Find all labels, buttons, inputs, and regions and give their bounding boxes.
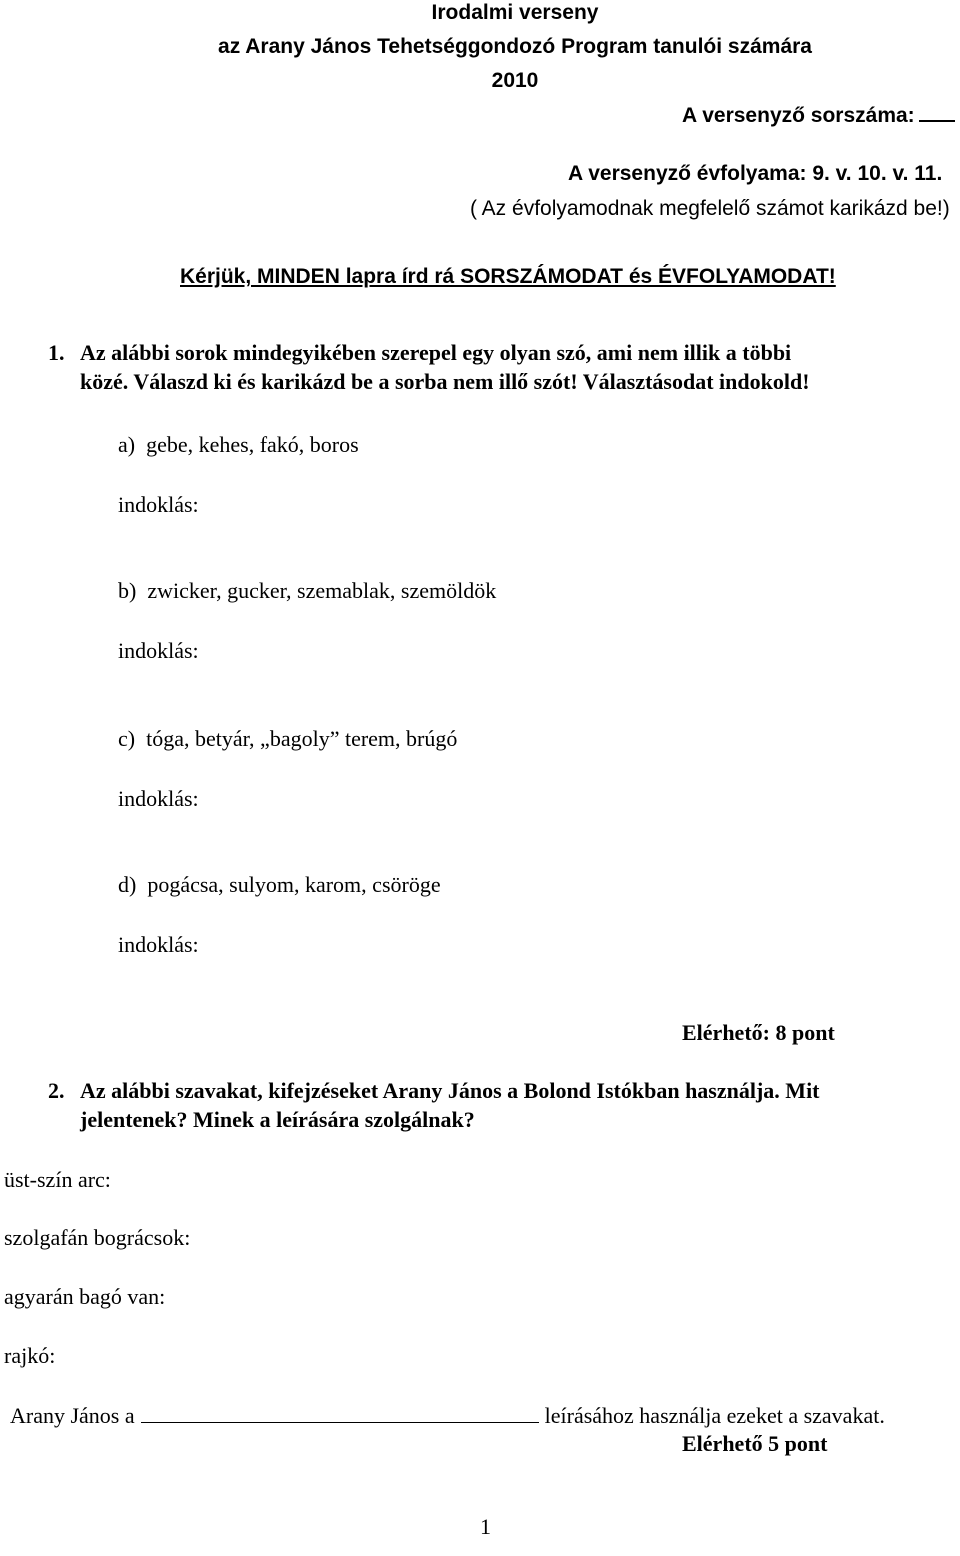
- item-label: a): [118, 432, 136, 457]
- item-label: c): [118, 726, 136, 751]
- item-words[interactable]: pogácsa, sulyom, karom, csöröge: [147, 872, 441, 897]
- document-year: 2010: [491, 69, 539, 92]
- task2-term: agyarán bagó van:: [4, 1284, 166, 1309]
- task2-term: rajkó:: [4, 1343, 56, 1368]
- task2-term: szolgafán bográcsok:: [4, 1225, 191, 1250]
- item-words[interactable]: tóga, betyár, „bagoly” terem, brúgó: [146, 726, 458, 751]
- task1-points: Elérhető: 8 pont: [682, 1020, 835, 1045]
- item-words[interactable]: gebe, kehes, fakó, boros: [146, 432, 359, 457]
- sentence-blank[interactable]: [141, 1402, 539, 1423]
- task1-prompt-line1: Az alábbi sorok mindegyikében szerepel egy olyan szó, ami nem illik a többi: [80, 340, 792, 365]
- item-words[interactable]: zwicker, gucker, szemablak, szemöldök: [147, 578, 497, 603]
- grade-hint: ( Az évfolyamodnak megfelelő számot karikázd be!): [470, 197, 950, 220]
- task1-reason-d: indoklás:: [118, 932, 199, 957]
- sentence-start: Arany János a: [10, 1403, 135, 1428]
- contestant-number-field[interactable]: [682, 102, 955, 128]
- task1-item-a: [118, 432, 359, 458]
- task1-item-c: [118, 726, 457, 752]
- task2-sentence: [10, 1402, 885, 1429]
- document-title: Irodalmi verseny: [431, 1, 599, 24]
- task2-prompt-line1: Az alábbi szavakat, kifejzéseket Arany János a Bolond Istókban használja. Mit: [80, 1078, 820, 1103]
- page-instruction: Kérjük, MINDEN lapra írd rá SORSZÁMODAT és ÉVFOLYAMODAT!: [180, 265, 836, 288]
- task1-item-b: [118, 578, 496, 604]
- item-label: d): [118, 872, 137, 897]
- grade-label: A versenyző évfolyama: 9. v. 10. v. 11.: [568, 162, 943, 185]
- document-subtitle: az Arany János Tehetséggondozó Program tanulói számára: [218, 35, 812, 58]
- task2-term: üst-szín arc:: [4, 1167, 111, 1192]
- page-number: 1: [480, 1514, 491, 1539]
- task2-points: Elérhető 5 pont: [682, 1431, 828, 1456]
- contestant-number-label: A versenyző sorszáma:: [682, 104, 915, 127]
- task1-reason-c: indoklás:: [118, 786, 199, 811]
- task1-number: 1.: [48, 340, 65, 365]
- task1-reason-b: indoklás:: [118, 638, 199, 663]
- task1-prompt-line2: közé. Válaszd ki és karikázd be a sorba nem illő szót! Választásodat indokold!: [80, 369, 810, 394]
- sentence-end: leírásához használja ezeket a szavakat.: [544, 1403, 885, 1428]
- task1-reason-a: indoklás:: [118, 492, 199, 517]
- task2-prompt-line2: jelentenek? Minek a leírására szolgálnak?: [80, 1107, 475, 1132]
- contestant-number-blank[interactable]: [919, 102, 955, 122]
- task2-number: 2.: [48, 1078, 65, 1103]
- task1-item-d: [118, 872, 441, 898]
- item-label: b): [118, 578, 137, 603]
